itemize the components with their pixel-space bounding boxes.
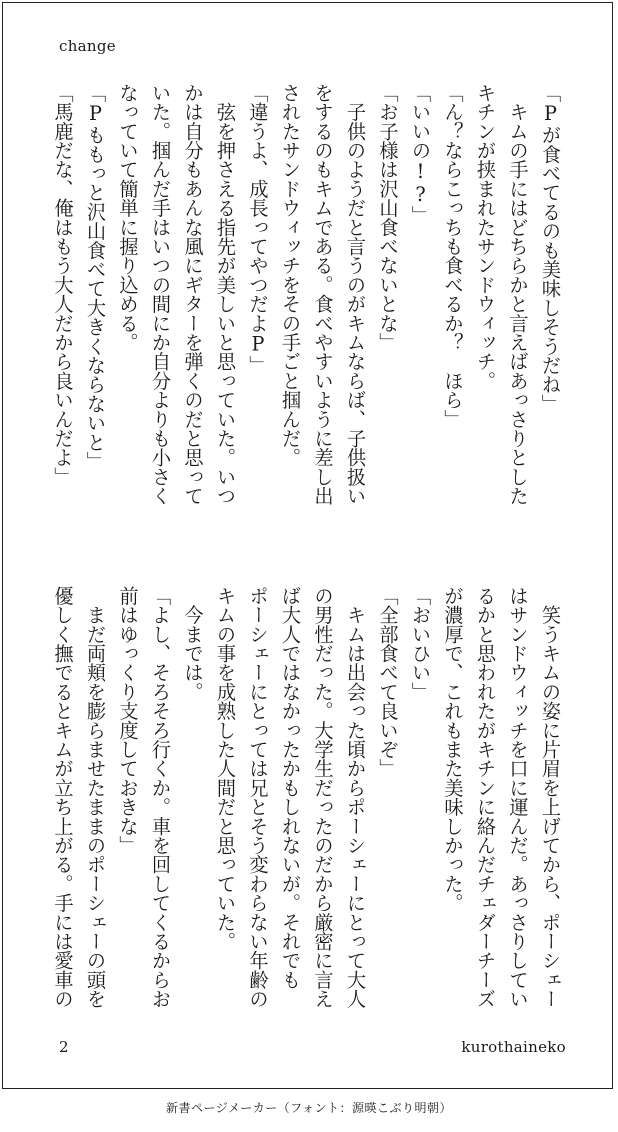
text-line: が濃厚で、これもまた美味しかった。	[441, 586, 465, 913]
book-page	[2, 2, 613, 1089]
text-line: 優しく撫でるとキムが立ち上がる。手には愛車の	[51, 586, 75, 1009]
page-number: 2	[59, 1038, 69, 1056]
text-block-upper	[46, 83, 566, 506]
generator-credit: 新書ページメーカー（フォント：源暎こぶり明朝）	[165, 1101, 453, 1115]
text-line: 「Pももっと沢山食べて大きくならないと」	[84, 83, 107, 471]
text-line: 前はゆっくり支度しておきな」	[116, 586, 140, 855]
text-line: 子供のようだと言うのがキムならば、子供扱い	[344, 83, 367, 506]
text-line: されたサンドウィッチをその手ごと掴んだ。	[279, 83, 302, 467]
text-line: 「よし、そろそろ行くか。車を回してくるからお	[149, 586, 172, 1009]
text-line: キムは出会った頃からポーシェーにとって大人	[344, 586, 367, 1009]
text-line: ポーシェーにとっては兄とそう変わらない年齢の	[246, 586, 270, 1009]
text-line: キムの手にはどちらかと言えばあっさりとした	[506, 83, 530, 506]
text-line: をするのもキムである。食べやすいように差し出	[311, 83, 335, 506]
text-line: まだ両頬を膨らませたままのポーシェーの頭を	[84, 586, 107, 1009]
text-line: キムの事を成熟した人間だと思っていた。	[214, 586, 237, 951]
text-block-lower	[46, 586, 566, 1009]
text-line: ば大人ではなかったかもしれないが。それでも	[279, 586, 302, 990]
text-line: 「馬鹿だな、俺はもう大人だから良いんだよ」	[51, 83, 75, 487]
text-line: かは自分もあんな風にギターを弾くのだと思って	[181, 83, 205, 506]
text-line: の男性だった。大学生だったのだから厳密に言え	[311, 586, 335, 1009]
text-line: 「おいひい」	[409, 586, 432, 702]
text-line: 弦を押さえる指先が美しいと思っていた。いつ	[214, 83, 237, 506]
text-line: いた。掴んだ手はいつの間にか自分よりも小さく	[149, 83, 172, 506]
text-line: はサンドウィッチを口に運んだ。あっさりしてい	[506, 586, 530, 1009]
text-line: 「いいの!?」	[409, 83, 432, 225]
text-line: 「違うよ、成長ってやつだよP」	[246, 83, 270, 375]
text-line: 「お子様は沢山食べないとな」	[376, 83, 400, 352]
text-line: 「全部食べて良いぞ」	[376, 586, 400, 778]
text-line: 「Pが食べてるのも美味しそうだね」	[539, 83, 562, 414]
text-line: るかと思われたがキチンに絡んだチェダーチーズ	[474, 586, 497, 1009]
text-line: 笑うキムの姿に片眉を上げてから、ポーシェー	[539, 586, 562, 1009]
text-line: 「ん？ならこっちも食べるか？ ほら」	[441, 83, 465, 429]
author-name: kurothaineko	[461, 1038, 566, 1056]
text-line: 今までは。	[181, 586, 205, 702]
text-line: キチンが挟まれたサンドウィッチ。	[474, 83, 497, 391]
text-line: なっていて簡単に握り込める。	[116, 83, 140, 352]
page-header-title: change	[59, 37, 116, 55]
